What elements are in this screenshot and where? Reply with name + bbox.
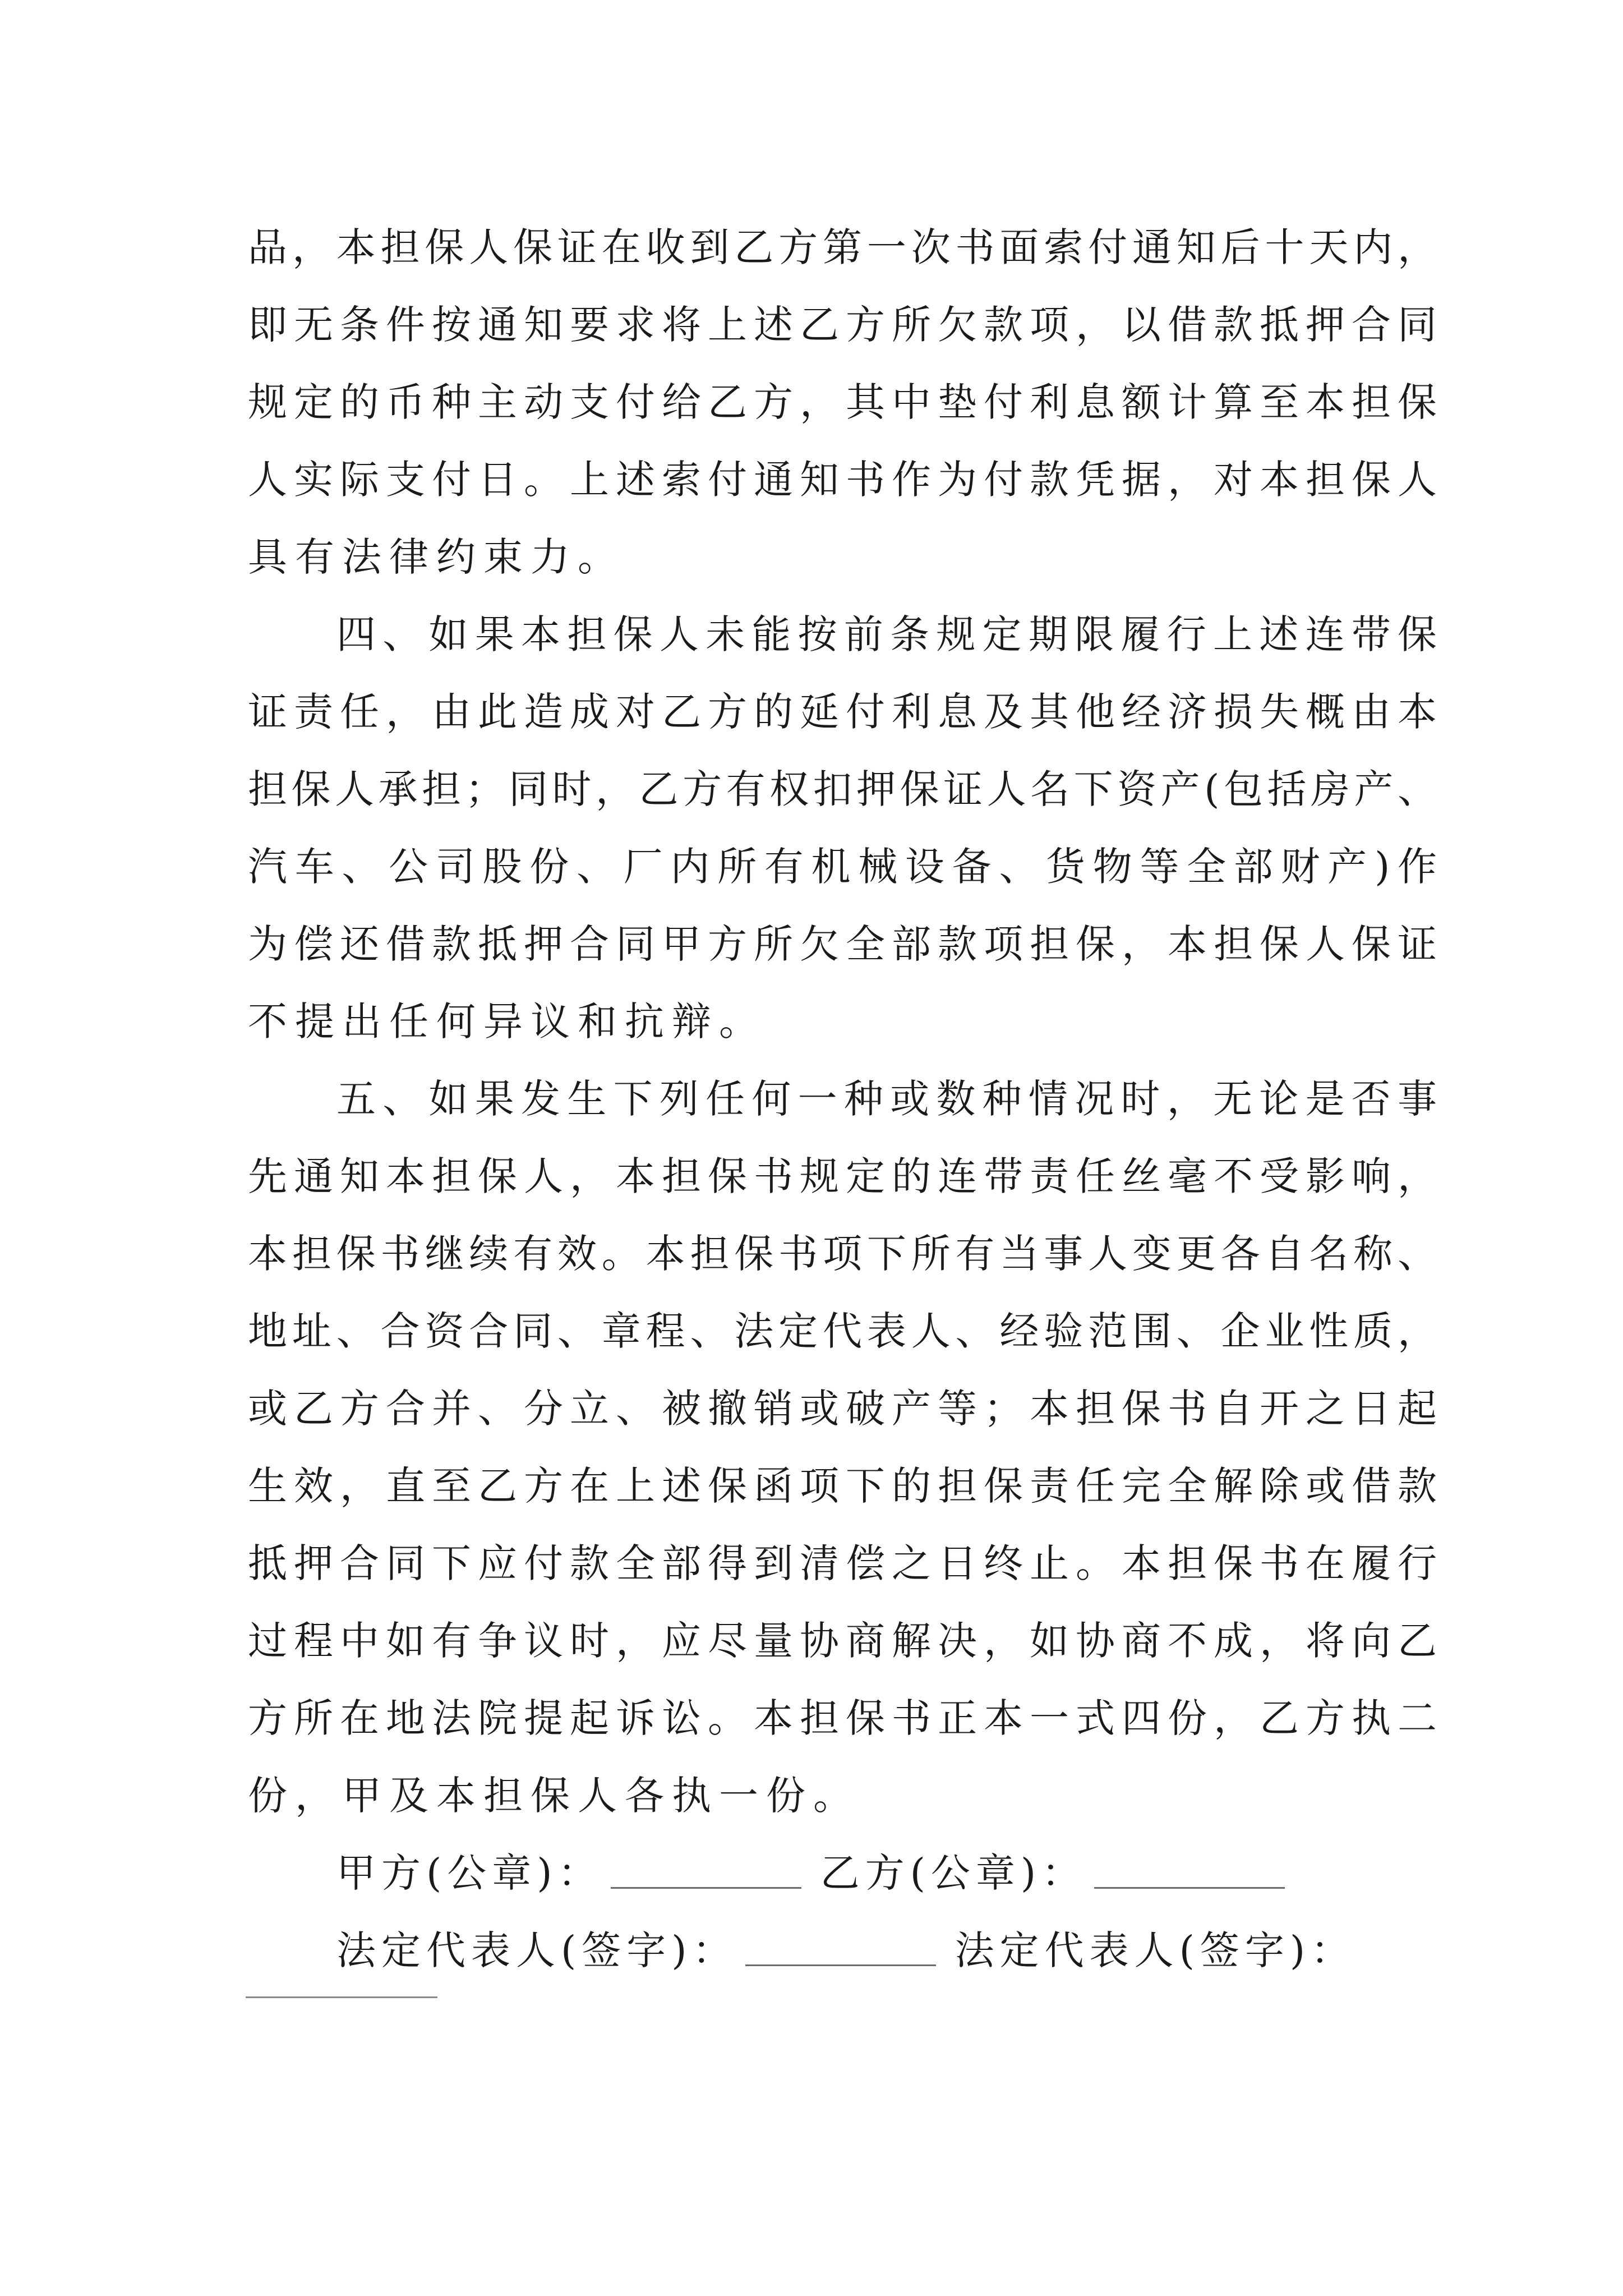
party-a-seal-label: 甲方(公章)： <box>336 1850 603 1896</box>
paragraph-line-last: 份，甲及本担保人各执一份。 <box>248 1773 860 1819</box>
paragraph-line: 本担保书继续有效。本担保书项下所有当事人变更各自名称、 <box>248 1231 1437 1277</box>
party-a-seal-blank[interactable] <box>611 1887 801 1889</box>
paragraph-line: 人实际支付日。上述索付通知书作为付款凭据，对本担保人 <box>248 457 1437 503</box>
paragraph-line: 方所在地法院提起诉讼。本担保书正本一式四份，乙方执二 <box>248 1695 1437 1741</box>
document-body <box>248 209 1437 1989</box>
representative-signature-row <box>248 1912 1437 1989</box>
party-b-representative-label: 法定代表人(签字)： <box>955 1927 1356 1973</box>
paragraph-line: 或乙方合并、分立、被撤销或破产等；本担保书自开之日起 <box>248 1386 1437 1432</box>
paragraph-line: 证责任，由此造成对乙方的延付利息及其他经济损失概由本 <box>248 689 1437 735</box>
party-a-representative-blank[interactable] <box>745 1964 936 1966</box>
footnote-divider <box>246 1996 437 1998</box>
paragraph-line: 地址、合资合同、章程、法定代表人、经验范围、企业性质， <box>248 1308 1437 1354</box>
paragraph-line: 抵押合同下应付款全部得到清偿之日终止。本担保书在履行 <box>248 1540 1437 1586</box>
seal-signature-row <box>248 1834 1437 1912</box>
paragraph-line: 先通知本担保人，本担保书规定的连带责任丝毫不受影响， <box>248 1153 1437 1199</box>
party-b-seal-blank[interactable] <box>1094 1887 1285 1889</box>
paragraph-line: 生效，直至乙方在上述保函项下的担保责任完全解除或借款 <box>248 1463 1437 1509</box>
paragraph-line: 规定的币种主动支付给乙方，其中垫付利息额计算至本担保 <box>248 379 1437 425</box>
party-a-representative-label: 法定代表人(签字)： <box>336 1927 737 1973</box>
paragraph-line-first: 四、如果本担保人未能按前条规定期限履行上述连带保 <box>336 611 1437 657</box>
paragraph-line: 为偿还借款抵押合同甲方所欠全部款项担保，本担保人保证 <box>248 921 1437 967</box>
paragraph-line-last: 具有法律约束力。 <box>248 534 625 580</box>
paragraph-line: 汽车、公司股份、厂内所有机械设备、货物等全部财产)作 <box>248 844 1437 890</box>
paragraph-line: 品，本担保人保证在收到乙方第一次书面索付通知后十天内， <box>248 224 1437 270</box>
paragraph-line: 即无条件按通知要求将上述乙方所欠款项，以借款抵押合同 <box>248 302 1437 348</box>
paragraph-line-last: 不提出任何异议和抗辩。 <box>248 999 766 1045</box>
paragraph-line: 担保人承担；同时，乙方有权扣押保证人名下资产(包括房产、 <box>248 766 1437 812</box>
paragraph-line-first: 五、如果发生下列任何一种或数种情况时，无论是否事 <box>336 1076 1437 1122</box>
paragraph-line: 过程中如有争议时，应尽量协商解决，如协商不成，将向乙 <box>248 1618 1437 1664</box>
party-b-seal-label: 乙方(公章)： <box>820 1850 1087 1896</box>
